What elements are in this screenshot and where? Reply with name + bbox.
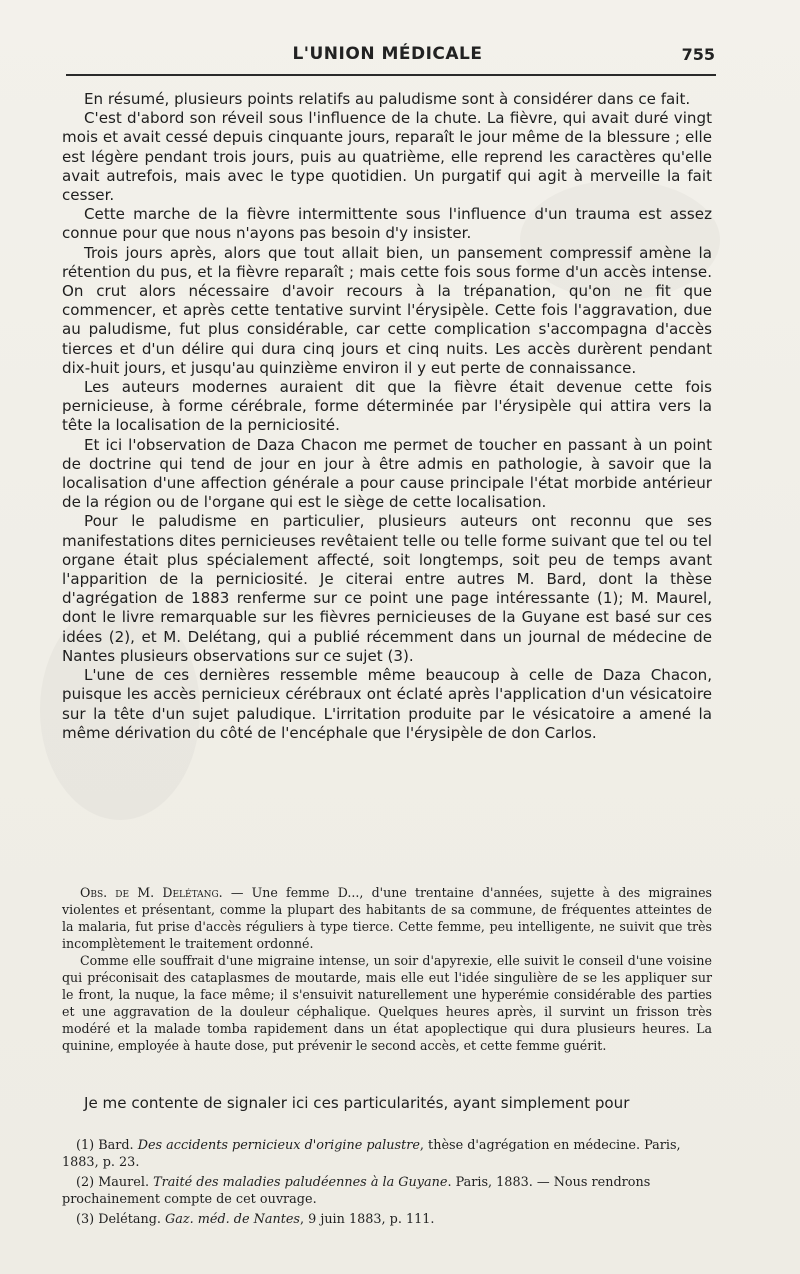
page-header — [60, 42, 715, 76]
footnote — [62, 1175, 712, 1208]
closing-line: Je me contente de signaler ici ces particularités, ayant simplement pour — [84, 1094, 630, 1112]
paragraph: L'une de ces dernières ressemble même beaucoup à celle de Daza Chacon, puisque les accès pernicieux cérébraux ont éclaté après l'application d'un vésicatoire sur la tête d'un sujet paludique. L'irritation produite par le vésicatoire a amené la même dérivation du côté de l'encéphale que l'érysipèle de don Carlos. — [62, 666, 712, 742]
paragraph: Trois jours après, alors que tout allait bien, un pansement compressif amène la rétention du pus, et la fièvre reparaît ; mais cette fois sous forme d'un accès intense. On crut alors nécessaire d'avoir recours à la trépanation, qu'on ne fit que commencer, et après cette tentative survint l'érysipèle. Cette fois l'aggravation, due au paludisme, fut plus considérable, car cette complication s'accompagna d'accès tierces et d'un délire qui dura cinq jours et cinq nuits. Les accès durèrent pendant dix-huit jours, et jusqu'au quinzième environ il y eut perte de connaissance. — [62, 243, 712, 377]
article-body — [62, 90, 712, 743]
footnote-title: Traité des maladies paludéennes à la Guyane — [153, 1175, 448, 1190]
footnote-text: , 9 juin 1883, p. 111. — [300, 1212, 435, 1227]
footnote-mark: (3) Delétang. — [76, 1212, 166, 1227]
observation-paragraph: Comme elle souffrait d'une migraine intense, un soir d'apyrexie, elle suivit le conseil d'une voisine qui préconisait des cataplasmes de moutarde, mais elle eut l'idée singulière de se les appliquer sur le front, la nuque, la face même; il s'ensuivit naturellement une hyperémie considérable des parties et une aggravation de la douleur céphalique. Quelques heures après, il survint un frisson très modéré et la malade tomba rapidement dans un état apoplectique qui dura plusieurs heures. La quinine, employée à haute dose, put prévenir le second accès, et cette femme guérit. — [62, 953, 712, 1053]
observation-text: — Une femme D..., d'une trentaine d'années, sujette à des migraines violentes et présentant, comme la plupart des habitants de sa commune, de fréquentes atteintes de la malaria, fut prise d'accès réguliers à type tierce. Cette femme, peu intelligente, ne suivit que très incomplètement le traitement ordonné. — [62, 885, 713, 951]
paragraph: C'est d'abord son réveil sous l'influence de la chute. La fièvre, qui avait duré vingt mois et avait cessé depuis cinquante jours, reparaît le jour même de la blessure ; elle est légère pendant trois jours, puis au quatrième, elle reprend les caractères qu'elle avait autrefois, mais avec le type quotidien. Un purgatif qui agit à merveille la fait cesser. — [62, 109, 712, 205]
footnote-title: Gaz. méd. de Nantes — [165, 1212, 300, 1227]
paragraph: Cette marche de la fièvre intermittente sous l'influence d'un trauma est assez connue pour que nous n'ayons pas besoin d'y insister. — [62, 205, 712, 243]
running-title: L'UNION MÉDICALE — [292, 44, 483, 64]
footnotes — [62, 1138, 712, 1233]
footnote-mark: (2) Maurel. — [76, 1175, 154, 1190]
observation-label: Obs. de M. Delétang. — [80, 885, 223, 900]
footnote-text: . Paris, 1883. — Nous rendrons prochainement compte de cet ouvrage. — [62, 1175, 651, 1207]
paragraph: Pour le paludisme en particulier, plusieurs auteurs ont reconnu que ses manifestations dites pernicieuses revêtaient telle ou telle forme suivant que tel ou tel organe était plus spécialement affecté, soit longtemps, soit peu de temps avant l'apparition de la perniciosité. Je citerai entre autres M. Bard, dont la thèse d'agrégation de 1883 renferme sur ce point une page intéressante (1); M. Maurel, dont le livre remarquable sur les fièvres pernicieuses de la Guyane est basé sur ces idées (2), et M. Delétang, qui a publié récemment dans un journal de médecine de Nantes plusieurs observations sur ce sujet (3). — [62, 512, 712, 665]
paragraph: Et ici l'observation de Daza Chacon me permet de toucher en passant à un point de doctrine qui tend de jour en jour à être admis en pathologie, à savoir que la localisation d'une affection générale a pour cause principale l'état morbide antérieur de la région ou de l'organe qui est le siège de cette localisation. — [62, 435, 712, 512]
footnote — [62, 1138, 712, 1171]
observation-block — [62, 884, 712, 1054]
header-rule — [66, 74, 716, 76]
closing-block — [62, 1094, 712, 1113]
paragraph: Les auteurs modernes auraient dit que la fièvre était devenue cette fois pernicieuse, à forme cérébrale, forme déterminée par l'érysipèle qui attira vers la tête la localisation de la perniciosité. — [62, 378, 712, 435]
observation-paragraph — [62, 884, 712, 952]
footnote-title: Des accidents pernicieux d'origine palustre — [137, 1138, 420, 1153]
footnote — [62, 1212, 712, 1229]
page-number: 755 — [681, 45, 715, 64]
paragraph: En résumé, plusieurs points relatifs au paludisme sont à considérer dans ce fait. — [84, 90, 691, 108]
footnote-text: , thèse d'agrégation en médecine. Paris, 1883, p. 23. — [62, 1138, 681, 1170]
footnote-mark: (1) Bard. — [76, 1138, 138, 1153]
